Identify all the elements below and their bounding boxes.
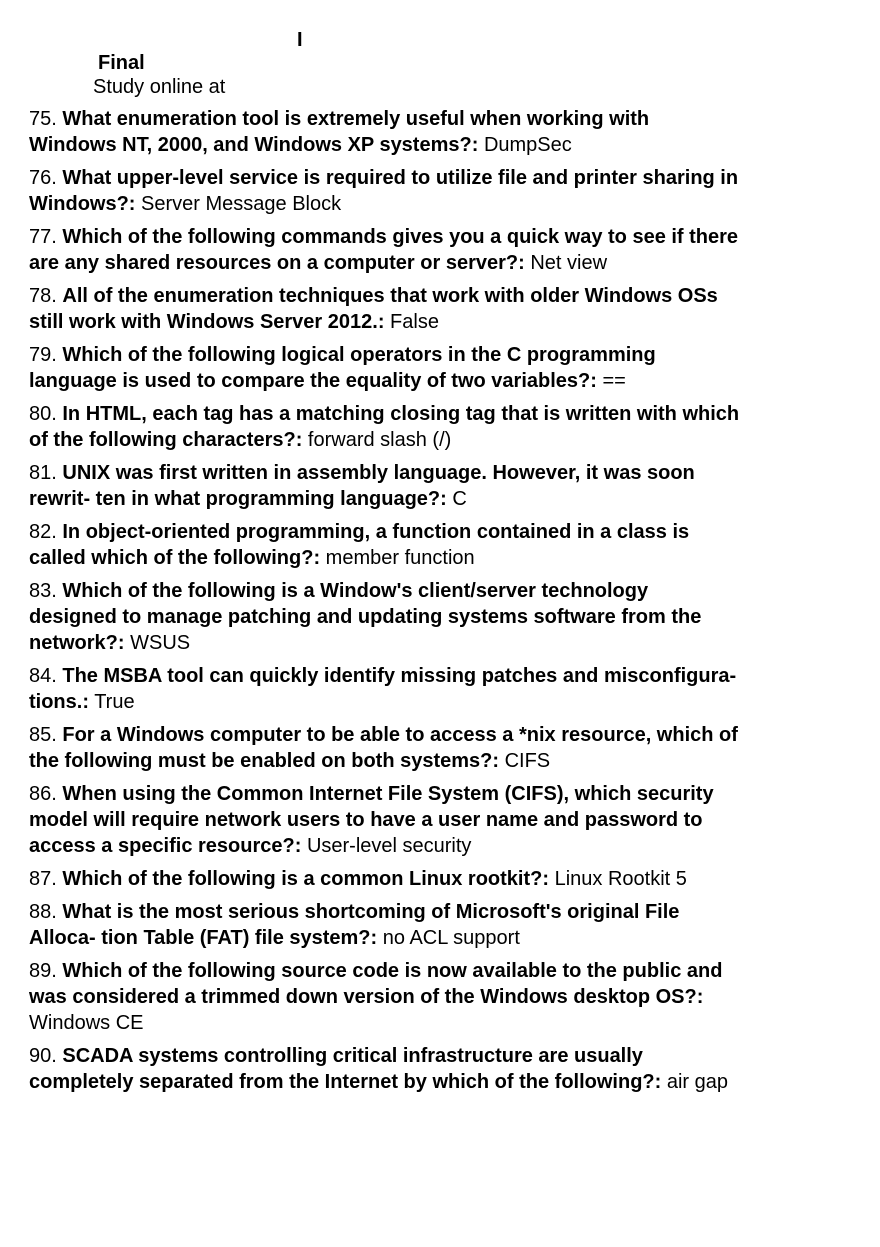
question-item-76 (29, 165, 741, 217)
question-number: 83. (29, 580, 57, 602)
question-number: 84. (29, 665, 57, 687)
question-text: All of the enumeration techniques that work with older Windows OSs still work with Windows Server 2012.: (29, 285, 718, 333)
question-number: 81. (29, 462, 57, 484)
answer-text: C (452, 488, 467, 510)
question-text: Which of the following logical operators in the C programming language is used to compare the equality of two variables?: (29, 344, 656, 392)
answer-text: Net view (530, 252, 608, 274)
question-item-86 (29, 781, 741, 859)
answer-text: member function (325, 547, 475, 569)
answer-text: == (602, 370, 626, 392)
header-mark: I (297, 29, 303, 51)
answer-text: True (94, 691, 135, 713)
question-text: In HTML, each tag has a matching closing tag that is written with which of the following characters?: (29, 403, 740, 451)
question-number: 88. (29, 901, 57, 923)
question-item-77 (29, 224, 741, 276)
document-title: Final (98, 52, 145, 74)
answer-text: air gap (666, 1071, 729, 1093)
question-number: 75. (29, 108, 57, 130)
question-text: What enumeration tool is extremely useful when working with Windows NT, 2000, and Windows XP systems?: (29, 108, 650, 156)
question-item-90 (29, 1043, 741, 1095)
question-text: When using the Common Internet File System (CIFS), which security model will require network users to have a user name and password to access a specific resource?: (29, 783, 714, 857)
answer-text: Linux Rootkit 5 (554, 868, 687, 890)
question-text: Which of the following is a common Linux rootkit?: (62, 868, 550, 890)
question-item-75 (29, 106, 741, 158)
question-text: In object-oriented programming, a function contained in a class is called which of the following?: (29, 521, 690, 569)
question-item-81 (29, 460, 741, 512)
question-number: 86. (29, 783, 57, 805)
question-text: Which of the following is a Window's client/server technology designed to manage patching and updating systems software from the network?: (29, 580, 702, 654)
question-list (29, 106, 741, 1102)
question-text: What is the most serious shortcoming of Microsoft's original File Alloca- tion Table (FAT) file system?: (29, 901, 680, 949)
question-item-78 (29, 283, 741, 335)
question-item-85 (29, 722, 741, 774)
question-number: 85. (29, 724, 57, 746)
question-number: 77. (29, 226, 57, 248)
question-text: What upper-level service is required to utilize file and printer sharing in Windows?: (29, 167, 739, 215)
answer-text: DumpSec (483, 134, 572, 156)
answer-text: CIFS (504, 750, 551, 772)
answer-text: WSUS (130, 632, 191, 654)
question-item-82 (29, 519, 741, 571)
question-text: UNIX was first written in assembly language. However, it was soon rewrit- ten in what programming language?: (29, 462, 695, 510)
question-number: 87. (29, 868, 57, 890)
answer-text: no ACL support (382, 927, 520, 949)
question-number: 90. (29, 1045, 57, 1067)
question-item-79 (29, 342, 741, 394)
question-item-84 (29, 663, 741, 715)
question-item-88 (29, 899, 741, 951)
question-item-87 (29, 866, 741, 892)
question-text: For a Windows computer to be able to access a *nix resource, which of the following must be enabled on both systems?: (29, 724, 738, 772)
answer-text: False (390, 311, 439, 333)
question-item-80 (29, 401, 741, 453)
question-text: The MSBA tool can quickly identify missing patches and misconfigura- tions.: (29, 665, 737, 713)
answer-text: Server Message Block (141, 193, 342, 215)
answer-text: User-level security (306, 835, 472, 857)
question-text: Which of the following source code is now available to the public and was considered a trimmed down version of the Windows desktop OS?: (29, 960, 723, 1008)
question-number: 78. (29, 285, 57, 307)
answer-text: Windows CE (29, 1012, 144, 1034)
question-number: 80. (29, 403, 57, 425)
question-number: 79. (29, 344, 57, 366)
question-number: 89. (29, 960, 57, 982)
question-item-89 (29, 958, 741, 1036)
answer-text: forward slash (/) (307, 429, 452, 451)
question-text: Which of the following commands gives you a quick way to see if there are any shared resources on a computer or server?: (29, 226, 739, 274)
question-item-83 (29, 578, 741, 656)
question-number: 82. (29, 521, 57, 543)
document-subtitle: Study online at (93, 76, 226, 98)
question-number: 76. (29, 167, 57, 189)
question-text: SCADA systems controlling critical infrastructure are usually completely separated from the Internet by which of the following?: (29, 1045, 662, 1093)
